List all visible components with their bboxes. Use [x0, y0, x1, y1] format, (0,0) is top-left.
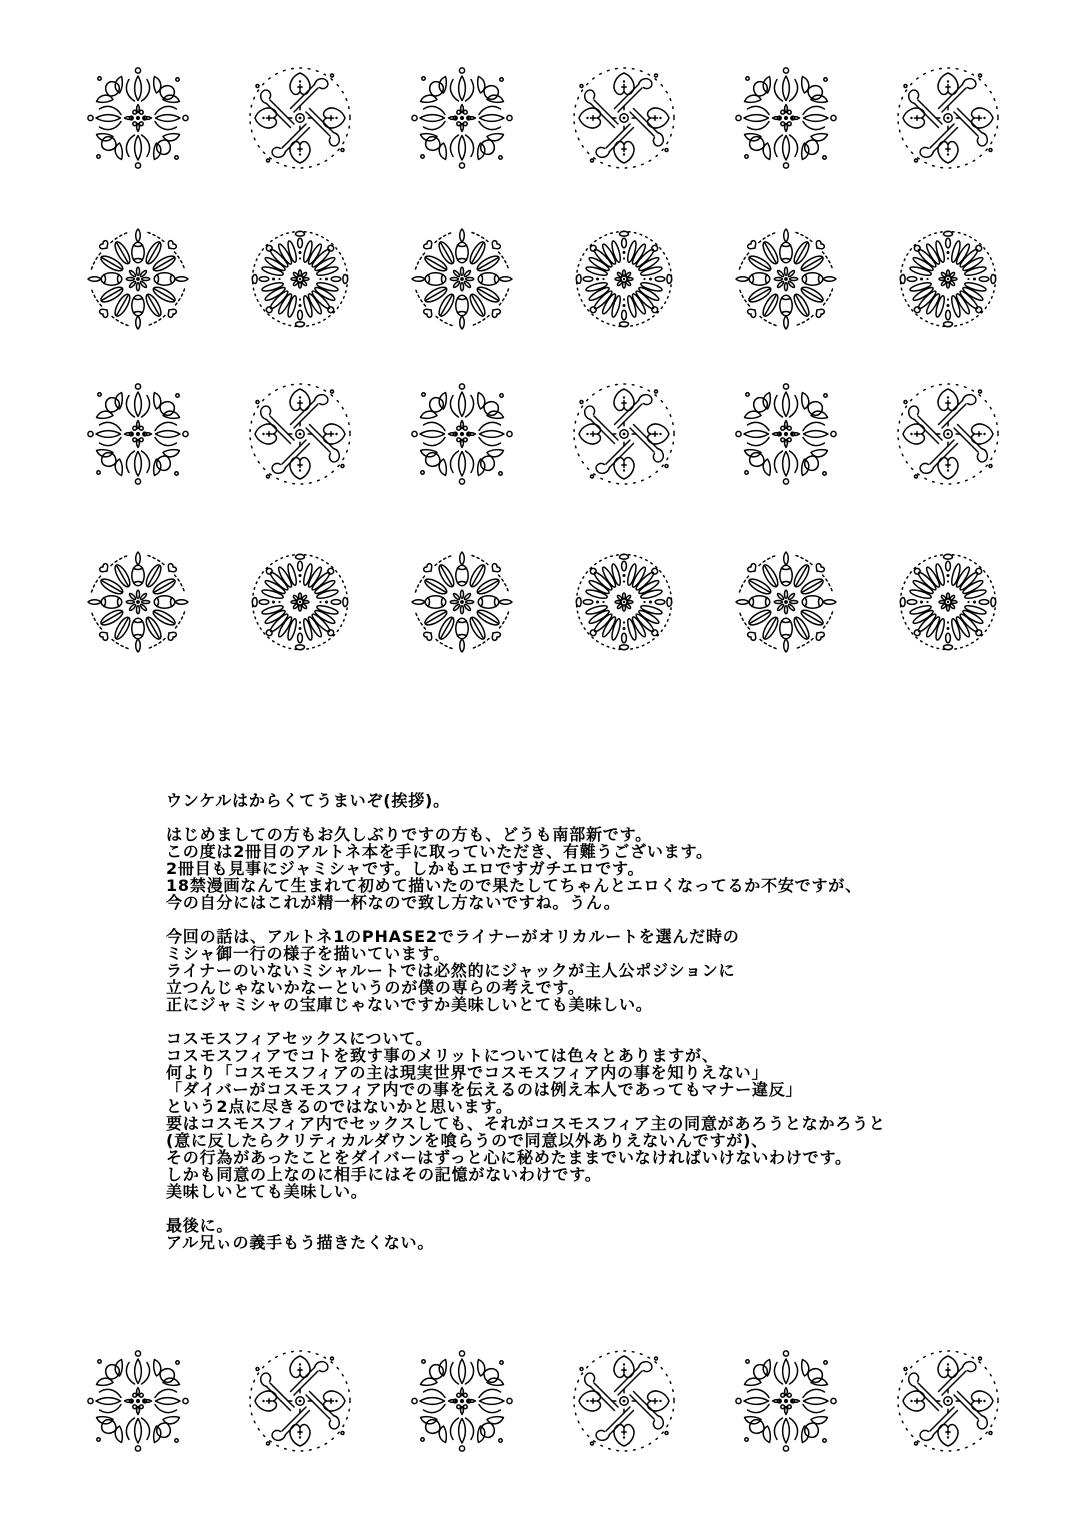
- ornament-medallion-d: [892, 546, 1004, 658]
- ornament-medallion-d: [892, 223, 1004, 335]
- text-line: その行為があったことをダイバーはずっと心に秘めたままでいなければいけないわけです。: [166, 1148, 852, 1167]
- text-paragraph: [166, 928, 886, 1013]
- ornament-medallion-a: [406, 62, 518, 174]
- ornament-medallion-c: [82, 546, 194, 658]
- text-line: という2点に尽きるのではないかと思います。: [166, 1097, 513, 1116]
- ornament-medallion-c: [82, 223, 194, 335]
- ornament-medallion-b: [892, 1345, 1004, 1457]
- ornament-medallion-d: [568, 546, 680, 658]
- ornament-row-top-2: [82, 223, 1004, 335]
- text-line: 今回の話は、アルトネ1のPHASE2でライナーがオリカルートを選んだ時の: [166, 927, 740, 946]
- text-paragraph: [166, 792, 886, 809]
- text-line: 18禁漫画なんて生まれて初めて描いたので果たしてちゃんとエロくなってるか不安ですが、: [166, 876, 862, 895]
- text-line: 「ダイバーがコスモスフィア内での事を伝えるのは例え本人であってもマナー違反」: [166, 1080, 803, 1099]
- text-paragraph: [166, 826, 886, 911]
- ornament-row-top-4: [82, 546, 1004, 658]
- ornament-medallion-a: [82, 62, 194, 174]
- text-line: しかも同意の上なのに相手にはその記憶がないわけです。: [166, 1165, 602, 1184]
- ornament-medallion-b: [568, 1345, 680, 1457]
- ornament-medallion-c: [730, 546, 842, 658]
- ornament-medallion-c: [730, 223, 842, 335]
- ornament-medallion-b: [892, 62, 1004, 174]
- ornament-medallion-b: [892, 378, 1004, 490]
- text-line: 要はコスモスフィア内でセックスしても、それがコスモスフィア主の同意があろうとなかろうと: [166, 1114, 886, 1133]
- ornament-medallion-b: [244, 62, 356, 174]
- text-line: 最後に。: [166, 1216, 234, 1235]
- text-line: 美味しいとても美味しい。: [166, 1182, 368, 1201]
- ornament-row-bottom: [82, 1345, 1004, 1457]
- ornament-medallion-b: [568, 378, 680, 490]
- ornament-medallion-d: [244, 546, 356, 658]
- ornament-medallion-c: [406, 223, 518, 335]
- text-line: この度は2冊目のアルトネ本を手に取っていただき、有難うございます。: [166, 842, 713, 861]
- text-paragraph: [166, 1030, 886, 1200]
- ornament-medallion-a: [730, 62, 842, 174]
- text-line: 立つんじゃないかなーというのが僕の専らの考えです。: [166, 978, 585, 997]
- afterword-text: [166, 792, 886, 1251]
- text-line: 今の自分にはこれが精一杯なので致し方ないですね。うん。: [166, 893, 621, 912]
- text-line: 何より「コスモスフィアの主は現実世界でコスモスフィア内の事を知りえない」: [166, 1063, 769, 1082]
- ornament-row-top-3: [82, 378, 1004, 490]
- ornament-medallion-b: [568, 62, 680, 174]
- ornament-medallion-a: [730, 378, 842, 490]
- text-line: コスモスフィアセックスについて。: [166, 1029, 433, 1048]
- text-line: ウンケルはからくてうまいぞ(挨拶)。: [166, 791, 450, 810]
- text-line: はじめましての方もお久しぶりですの方も、どうも南部新です。: [166, 825, 652, 844]
- ornament-medallion-c: [406, 546, 518, 658]
- ornament-medallion-a: [406, 378, 518, 490]
- text-line: アル兄ぃの義手もう描きたくない。: [166, 1233, 435, 1252]
- ornament-row-top-1: [82, 62, 1004, 174]
- ornament-medallion-a: [406, 1345, 518, 1457]
- text-line: コスモスフィアでコトを致す事のメリットについては色々とありますが、: [166, 1046, 719, 1065]
- ornament-medallion-b: [244, 378, 356, 490]
- ornament-medallion-a: [730, 1345, 842, 1457]
- ornament-medallion-d: [244, 223, 356, 335]
- text-line: 正にジャミシャの宝庫じゃないですか美味しいとても美味しい。: [166, 995, 653, 1014]
- ornament-medallion-a: [82, 378, 194, 490]
- ornament-medallion-d: [568, 223, 680, 335]
- ornament-medallion-b: [244, 1345, 356, 1457]
- text-line: 2冊目も見事にジャミシャです。しかもエロですガチエロです。: [166, 859, 645, 878]
- text-line: ライナーのいないミシャルートでは必然的にジャックが主人公ポジションに: [166, 961, 736, 980]
- text-paragraph: [166, 1217, 886, 1251]
- ornament-medallion-a: [82, 1345, 194, 1457]
- text-line: (意に反したらクリティカルダウンを喰らうので同意以外ありえないんですが)、: [166, 1131, 768, 1150]
- text-line: ミシャ御一行の様子を描いています。: [166, 944, 451, 963]
